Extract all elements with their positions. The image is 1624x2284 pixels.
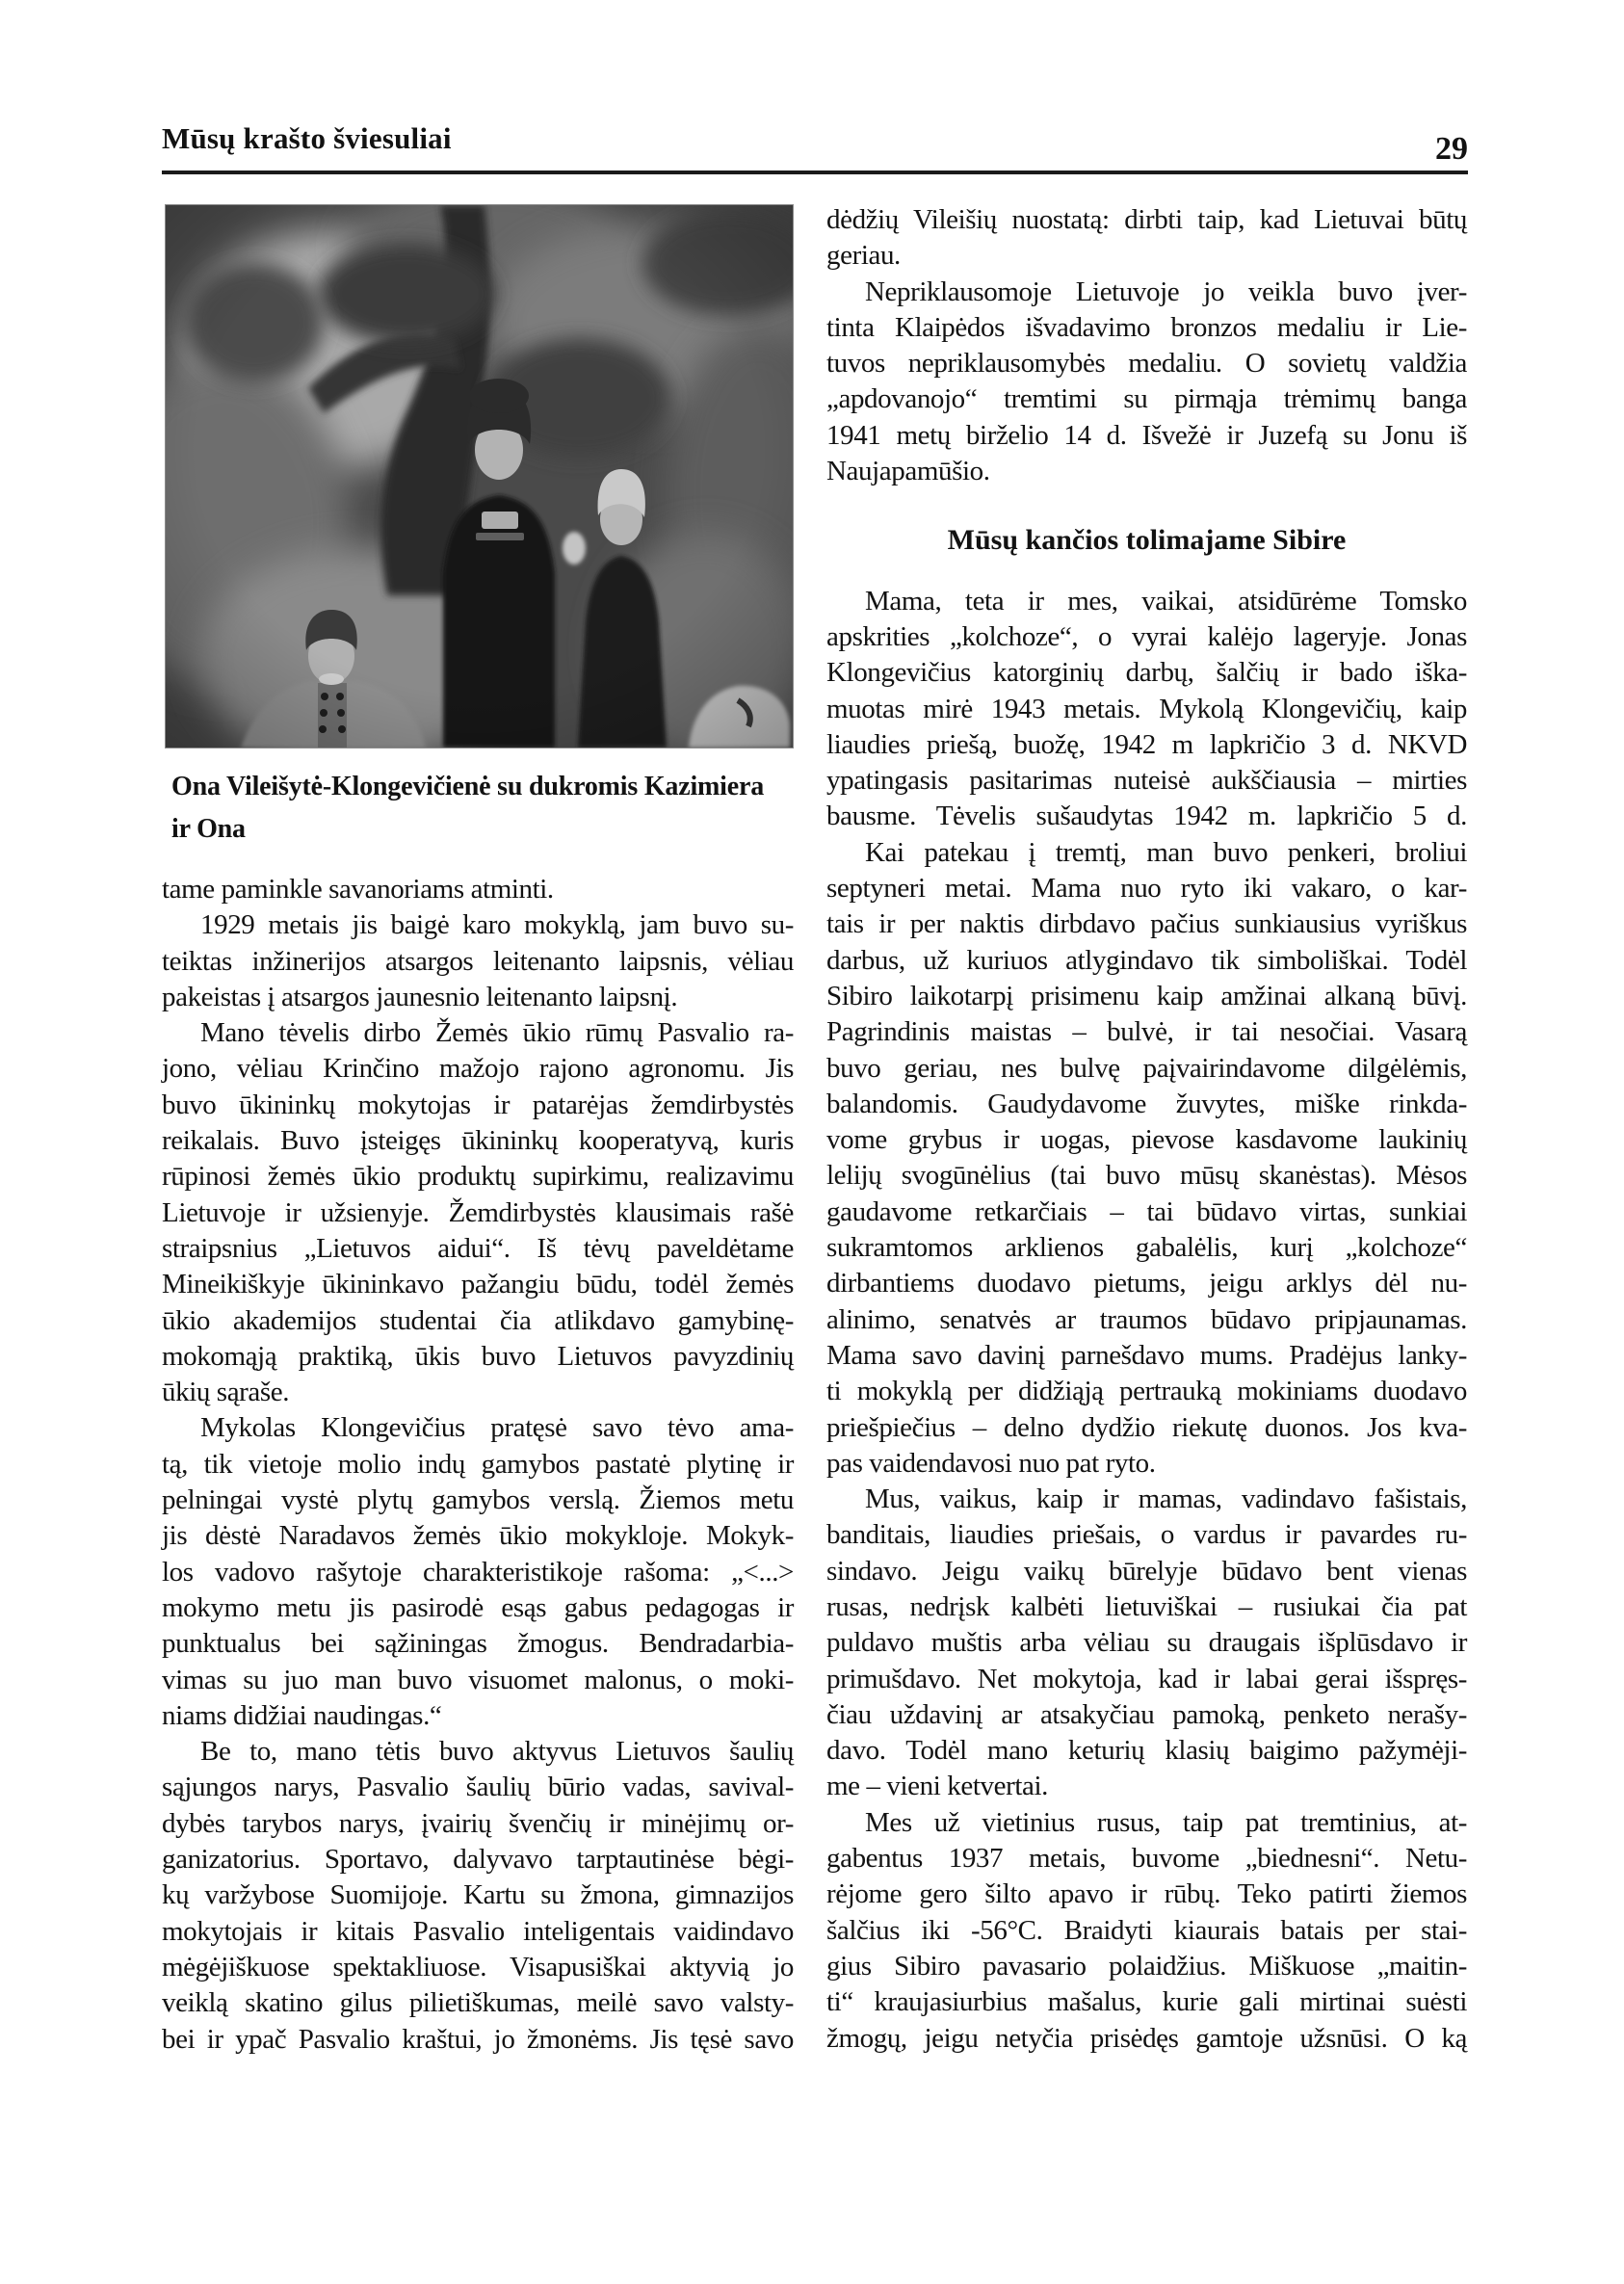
text-line: ti“ kraujasiurbius mašalus, kurie gali mirtinai suėsti — [826, 1986, 1467, 2018]
text-line: pelningai vystė plytų gamybos verslą. Žiemos metu — [162, 1484, 794, 1516]
text-line: gabentus 1937 metais, buvome „biednesni“. Netu- — [826, 1843, 1467, 1875]
text-line: Mykolas Klongevičius pratęsė savo tėvo ama- — [200, 1412, 794, 1444]
text-line: sindavo. Jeigu vaikų būrelyje būdavo bent vienas — [826, 1555, 1467, 1587]
text-line: Kai patekau į tremtį, man buvo penkeri, broliui — [865, 836, 1467, 868]
text-line: dėdžių Vileišių nuostatą: dirbti taip, kad Lietuvai būtų — [826, 204, 1467, 235]
text-line: Klongevičius katorginių darbų, šalčių ir bado iška- — [826, 657, 1467, 689]
text-line: tinta Klaipėdos išvadavimo bronzos medaliu ir Lie- — [826, 311, 1467, 343]
text-line: Mama savo davinį parnešdavo mums. Pradėjus lanky- — [826, 1339, 1467, 1371]
header-rule — [162, 171, 1468, 174]
text-line: kų varžybose Suomijoje. Kartu su žmona, gimnazijos — [162, 1879, 794, 1911]
text-line: septyneri metai. Mama nuo ryto iki vakaro, o kar- — [826, 873, 1467, 905]
text-line: ūkio akademijos studentai čia atlikdavo gamybinę- — [162, 1304, 794, 1336]
text-line: „apdovanojo“ tremtimi su pirmąja trėmimų banga — [826, 383, 1467, 415]
text-line: me – vieni ketvertai. — [826, 1771, 1048, 1802]
text-line: veiklą skatino gilus pilietiškumas, meilė savo valsty- — [162, 1987, 794, 2019]
text-line: punktualus bei sąžiningas žmogus. Bendradarbia- — [162, 1628, 794, 1660]
portrait-photo — [165, 204, 794, 748]
text-line: vome grybus ir uogas, pievose kasdavome laukinių — [826, 1124, 1467, 1156]
text-line: mėgėjiškuose spektakliuose. Visapusiškai aktyvią jo — [162, 1951, 794, 1982]
text-line: tuvos nepriklausomybės medaliu. O sovietų valdžia — [826, 348, 1467, 380]
text-line: Mama, teta ir mes, vaikai, atsidūrėme Tomsko — [865, 585, 1467, 617]
text-line: čiau uždavinį ar atsakyčiau pamoką, penketo nerašy- — [826, 1698, 1467, 1730]
text-line: darbus, už kuriuos atlygindavo tik simboliškai. Todėl — [826, 944, 1467, 976]
text-line: muotas mirė 1943 metais. Mykolą Klongevičių, kaip — [826, 693, 1467, 724]
text-line: puldavo muštis arba vėliau su draugais išplūsdavo ir — [826, 1627, 1467, 1659]
text-line: banditais, liaudies priešais, o vardus ir pavardes ru- — [826, 1519, 1467, 1551]
text-line: tą, tik vietoje molio indų gamybos pastatė plytinę ir — [162, 1448, 794, 1480]
text-line: Mus, vaikus, kaip ir mamas, vadindavo fašistais, — [865, 1483, 1467, 1515]
text-line: jis dėstė Naradavos žemės ūkio mokykloje. Mokyk- — [162, 1520, 794, 1552]
text-line: ypatingasis pasitarimas nuteisė aukščiausia – mirties — [826, 765, 1467, 797]
text-line: rėjome gero šilto apavo ir rūbų. Teko patirti žiemos — [826, 1878, 1467, 1910]
text-line: alinimo, senatvės ar traumos būdavo pripjaunamas. — [826, 1303, 1467, 1335]
text-line: bausme. Tėvelis sušaudytas 1942 m. lapkričio 5 d. — [826, 801, 1467, 832]
text-line: Be to, mano tėtis buvo aktyvus Lietuvos šaulių — [200, 1736, 794, 1768]
text-line: ti mokyklą per didžiąją pertrauką mokiniams duodavo — [826, 1376, 1467, 1407]
text-line: lelijų svogūnėlius (tai buvo mūsų skanėstas). Mėsos — [826, 1160, 1467, 1192]
text-line: ūkių sąraše. — [162, 1377, 290, 1408]
text-line: teiktas inžinerijos atsargos leitenanto laipsnis, vėliau — [162, 945, 794, 977]
text-line: tame paminkle savanoriams atminti. — [162, 874, 554, 905]
text-line: niams didžiai naudingas.“ — [162, 1699, 442, 1731]
text-line: Sibiro laikotarpį prisimenu kaip amžinai alkaną būvį. — [826, 980, 1467, 1011]
text-line: buvo ūkininkų mokytojas ir patarėjas žemdirbystės — [162, 1089, 794, 1120]
text-line: bei ir ypač Pasvalio kraštui, jo žmonėms. Jis tęsė savo — [162, 2023, 794, 2055]
text-line: vimas su juo man buvo visuomet malonus, o moki- — [162, 1664, 794, 1695]
photo-caption — [171, 766, 794, 851]
section-heading: Mūsų kančios tolimajame Sibire — [947, 524, 1347, 557]
text-line: straipsnius „Lietuvos aidui“. Iš tėvų paveldėtame — [162, 1232, 794, 1264]
page-number: 29 — [1435, 131, 1468, 167]
text-line: Mes už vietinius rusus, taip pat tremtinius, at- — [865, 1806, 1467, 1838]
text-line: mokymo metu jis pasirodė esąs gabus pedagogas ir — [162, 1591, 794, 1623]
text-line: pas vaidendavosi nuo pat ryto. — [826, 1447, 1156, 1479]
right-column — [826, 202, 1467, 2057]
photo-caption-line: Ona Vileišytė-Klongevičienė su dukromis Kazimiera — [171, 772, 764, 801]
text-line: ganizatorius. Sportavo, dalyvavo tarptautinėse bėgi- — [162, 1844, 794, 1876]
text-line: Nepriklausomoje Lietuvoje jo veikla buvo įver- — [865, 276, 1467, 307]
text-line: jono, vėliau Krinčino mažojo rajono agronomu. Jis — [162, 1053, 794, 1085]
left-column — [162, 872, 794, 2058]
text-line: gaudavome retkarčiais – tai būdavo virtas, sunkiai — [826, 1195, 1467, 1227]
text-line: los vadovo rašytoje charakteristikoje rašoma: „<...> — [162, 1556, 794, 1588]
text-line: gius Sibiro pavasario polaidžius. Miškuose „maitin- — [826, 1950, 1467, 1982]
text-line: tais ir per naktis dirbdavo pačius sunkiausius vyriškus — [826, 908, 1467, 940]
text-line: reikalais. Buvo įsteigęs ūkininkų kooperatyvą, kuris — [162, 1125, 794, 1157]
text-line: sąjungos narys, Pasvalio šaulių būrio vadas, savival- — [162, 1772, 794, 1803]
text-line: Naujapamūšio. — [826, 456, 990, 487]
text-line: priešpiečius – delno dydžio riekutę duonos. Jos kva- — [826, 1411, 1467, 1443]
photo-caption-line: ir Ona — [171, 814, 246, 844]
text-line: liaudies priešą, buožę, 1942 m lapkričio 3 d. NKVD — [826, 728, 1467, 760]
text-line: dybės tarybos narys, įvairių švenčių ir minėjimų or- — [162, 1807, 794, 1839]
text-line: balandomis. Gaudydavome žuvytes, miške rinkda- — [826, 1088, 1467, 1119]
running-header-title: Mūsų krašto šviesuliai — [162, 121, 452, 155]
text-line: šalčius iki -56°C. Braidyti kiaurais batais per stai- — [826, 1914, 1467, 1946]
text-line: 1929 metais jis baigė karo mokyklą, jam buvo su- — [200, 909, 794, 941]
text-line: Mineikiškyje ūkininkavo pažangiu būdu, todėl žemės — [162, 1269, 794, 1300]
text-line: buvo geriau, nes bulvę paįvairindavome dilgėlėmis, — [826, 1052, 1467, 1084]
text-line: mokytojais ir kitais Pasvalio inteligentais vaidindavo — [162, 1915, 794, 1947]
text-line: žmogų, jeigu netyčia prisėdęs gamtoje užsnūsi. O ką — [826, 2022, 1467, 2054]
text-line: 1941 metų birželio 14 d. Išvežė ir Juzefą su Jonu iš — [826, 419, 1467, 451]
text-line: Pagrindinis maistas – bulvė, ir tai nesočiai. Vasarą — [826, 1016, 1467, 1048]
text-line: mokomąją praktiką, ūkis buvo Lietuvos pavyzdinių — [162, 1340, 794, 1372]
text-line: primušdavo. Net mokytoja, kad ir labai gerai išspręs- — [826, 1663, 1467, 1694]
text-line: pakeistas į atsargos jaunesnio leitenanto laipsnį. — [162, 981, 678, 1012]
text-line: davo. Todėl mano keturių klasių baigimo pažymėji- — [826, 1735, 1467, 1767]
portrait-photo-illustration — [166, 205, 793, 748]
text-line: rusas, nedrįsk kalbėti lietuviškai – rusiukai čia pat — [826, 1590, 1467, 1622]
text-line: geriau. — [826, 240, 901, 272]
text-line: Lietuvoje ir užsienyje. Žemdirbystės klausimais rašė — [162, 1196, 794, 1228]
text-line: dirbantiems duodavo pietums, jeigu arklys dėl nu- — [826, 1268, 1467, 1300]
text-line: rūpinosi žemės ūkio produktų supirkimu, realizavimu — [162, 1161, 794, 1193]
text-line: Mano tėvelis dirbo Žemės ūkio rūmų Pasvalio ra- — [200, 1017, 794, 1049]
text-line: apskrities „kolchoze“, o vyrai kalėjo lageryje. Jonas — [826, 620, 1467, 652]
text-line: sukramtomos arklienos gabalėlis, kurį „kolchoze“ — [826, 1232, 1467, 1264]
